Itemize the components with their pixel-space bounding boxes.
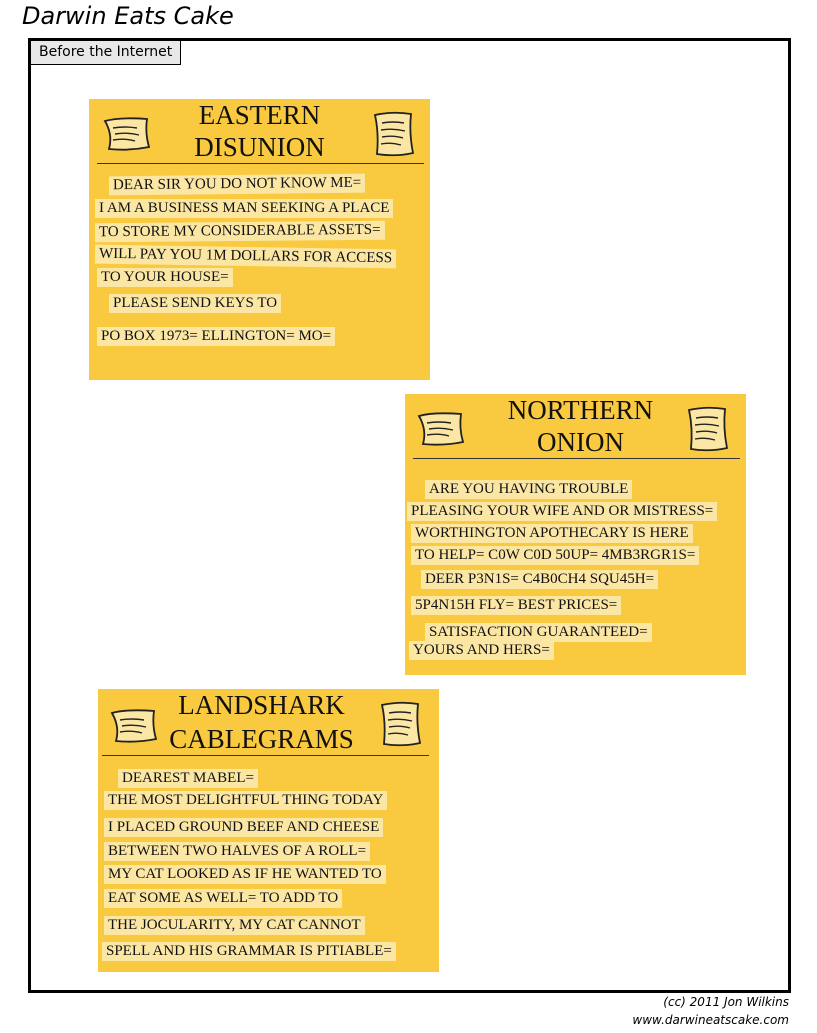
telegram-eastern-disunion	[89, 99, 430, 380]
telegram-line: PLEASING YOUR WIFE AND OR MISTRESS=	[407, 502, 717, 521]
telegram-line: ARE YOU HAVING TROUBLE	[425, 480, 632, 499]
telegram-title: CABLEGRAMS	[169, 724, 354, 754]
telegram-line: TO STORE MY CONSIDERABLE ASSETS=	[95, 221, 385, 243]
telegram-northern-onion	[405, 394, 746, 675]
comic-title: Darwin Eats Cake	[22, 2, 234, 30]
copyright-text: (cc) 2011 Jon Wilkins	[663, 995, 789, 1009]
telegram-title: NORTHERN	[507, 395, 654, 425]
telegram-line: WORTHINGTON APOTHECARY IS HERE	[411, 524, 693, 543]
divider	[102, 755, 429, 756]
telegram-line: I AM A BUSINESS MAN SEEKING A PLACE	[95, 199, 393, 218]
website-link[interactable]: www.darwineatscake.com	[632, 1013, 789, 1027]
telegram-landshark-cablegrams	[98, 689, 439, 972]
telegram-line: 5P4N15H FLY= BEST PRICES=	[411, 596, 621, 615]
telegram-line: SATISFACTION GUARANTEED=	[425, 623, 652, 642]
telegram-line: TO YOUR HOUSE=	[97, 268, 233, 287]
telegram-title: EASTERN	[198, 100, 321, 130]
telegram-line: THE MOST DELIGHTFUL THING TODAY	[104, 791, 387, 810]
telegram-line: WILL PAY YOU 1M DOLLARS FOR ACCESS	[95, 245, 396, 269]
telegram-title: LANDSHARK	[178, 690, 345, 720]
telegram-line: EAT SOME AS WELL= TO ADD TO	[104, 889, 342, 908]
telegram-line: DEAR SIR YOU DO NOT KNOW ME=	[109, 174, 365, 196]
divider	[413, 458, 740, 459]
panel-caption: Before the Internet	[31, 41, 181, 65]
comic-panel	[28, 38, 791, 993]
telegram-line: PLEASE SEND KEYS TO	[109, 294, 281, 313]
telegram-line: PO BOX 1973= ELLINGTON= MO=	[97, 327, 335, 346]
telegram-line: I PLACED GROUND BEEF AND CHEESE	[104, 818, 383, 837]
telegram-line: DEAREST MABEL=	[118, 769, 258, 788]
telegram-title: DISUNION	[194, 132, 325, 162]
telegram-line: BETWEEN TWO HALVES OF A ROLL=	[104, 842, 370, 861]
telegram-line: THE JOCULARITY, MY CAT CANNOT	[104, 916, 365, 935]
telegram-line: SPELL AND HIS GRAMMAR IS PITIABLE=	[102, 942, 396, 961]
telegram-line: MY CAT LOOKED AS IF HE WANTED TO	[104, 865, 386, 884]
telegram-line: YOURS AND HERS=	[409, 641, 554, 660]
telegram-line: DEER P3N1S= C4B0CH4 SQU45H=	[421, 570, 658, 589]
divider	[97, 163, 424, 164]
telegram-line: TO HELP= C0W C0D 50UP= 4MB3RGR1S=	[411, 546, 699, 565]
telegram-title: ONION	[537, 427, 624, 457]
